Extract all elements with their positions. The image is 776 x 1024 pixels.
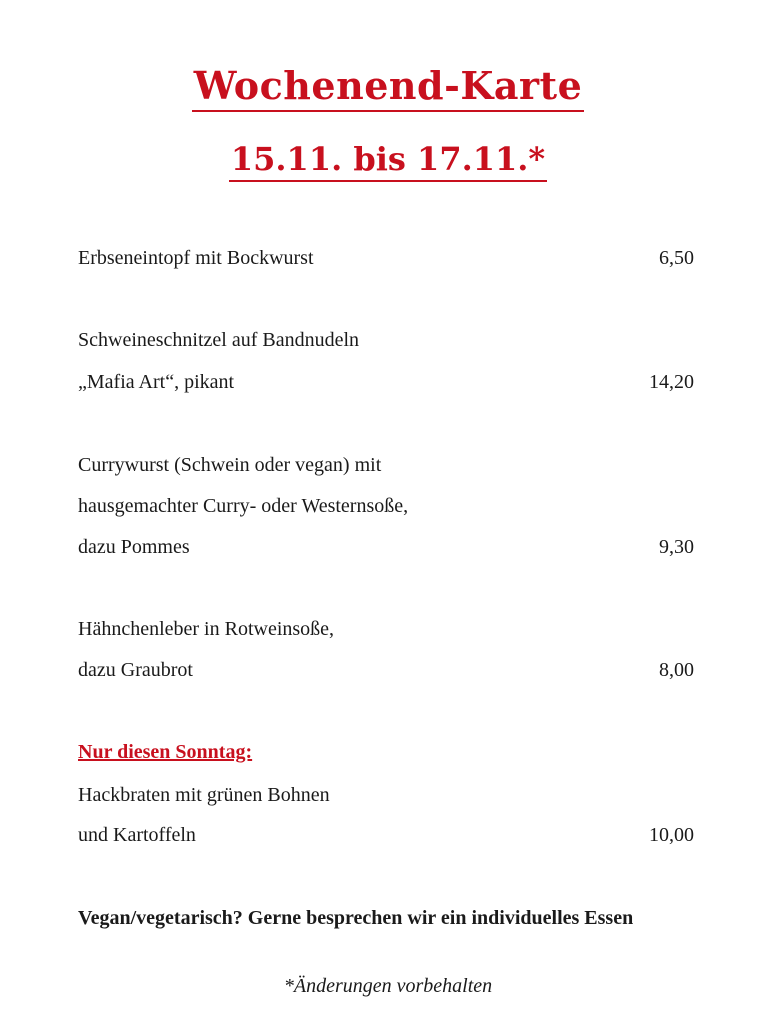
item-3-line-3: dazu Pommes [78, 536, 190, 558]
date-range-text: 15.11. bis 17.11.* [229, 138, 547, 182]
item-2-price: 14,20 [649, 371, 694, 393]
item-3-price: 9,30 [659, 536, 694, 558]
special-line-2: und Kartoffeln [78, 824, 196, 846]
menu-title [0, 62, 776, 112]
sunday-special-heading: Nur diesen Sonntag: [78, 741, 253, 763]
vegan-note: Vegan/vegetarisch? Gerne besprechen wir ein individuelles Essen [78, 907, 634, 929]
item-1-price: 6,50 [659, 247, 694, 269]
item-4-line-1: Hähnchenleber in Rotweinsoße, [78, 618, 335, 640]
item-2-line-1: Schweineschnitzel auf Bandnudeln [78, 329, 360, 351]
special-price: 10,00 [649, 824, 694, 846]
date-range [0, 138, 776, 182]
item-1-line-1: Erbseneintopf mit Bockwurst [78, 247, 314, 269]
item-3-line-1: Currywurst (Schwein oder vegan) mit [78, 454, 382, 476]
item-4-price: 8,00 [659, 659, 694, 681]
footer-disclaimer: *Änderungen vorbehalten [283, 975, 493, 997]
special-line-1: Hackbraten mit grünen Bohnen [78, 784, 330, 806]
menu-title-text: Wochenend-Karte [192, 62, 585, 112]
item-3-line-2: hausgemachter Curry- oder Westernsoße, [78, 495, 409, 517]
item-2-line-2: „Mafia Art“, pikant [78, 371, 235, 393]
item-4-line-2: dazu Graubrot [78, 659, 193, 681]
